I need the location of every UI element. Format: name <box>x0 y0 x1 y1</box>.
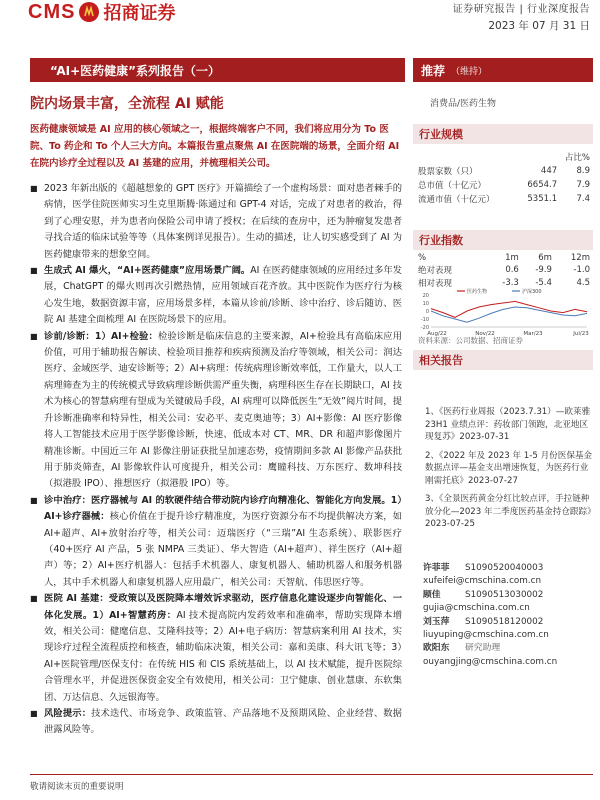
x-tick-label: Mar/23 <box>523 331 543 337</box>
analyst-list <box>423 562 593 669</box>
chart-source: 资料来源：公司数据、招商证券 <box>418 336 523 345</box>
table-row <box>418 192 590 206</box>
analyst-name: 许菲菲 <box>423 563 450 573</box>
table-cell: 5351.1 <box>527 194 558 204</box>
logo-cms-text: CMS <box>28 0 76 23</box>
analyst-cert: S1090520040003 <box>465 563 544 573</box>
bullet-item: ■ 诊中治疗：医疗器械与 AI 的软硬件结合带动院内诊疗向精准化、智能化方向发展。1）AI+诊疗器械：核心价值在于提升诊疗精准度，为医疗资源分布不均提供解决方案，如 AI+超声、AI+放射治疗等，相关公司：迈瑞医疗（“三瑞”AI 生态系统）、联影医疗（40+医疗 AI 产品，5 张 NMPA 三类证）、华大智造（AI+超声）、祥生医疗（AI+超声）等；2）AI+医疗机器人：包括手术机器人、康复机器人、辅助机器人和服务机器人，其中手术机器人和康复机器人应用最广，相关公司：天智航、伟思医疗等。 <box>30 493 402 591</box>
table-header-cell: 12m <box>570 252 590 263</box>
table-row <box>418 150 590 164</box>
industry-scale-heading: 行业规模 <box>413 124 593 144</box>
table-cell: 447 <box>540 166 558 176</box>
analyst-cert: S1090513030002 <box>465 589 544 600</box>
y-tick-label: 20 <box>422 293 429 299</box>
rating-sub: （维持） <box>451 66 488 77</box>
table-cell: -5.4 <box>535 277 552 288</box>
analyst-email[interactable]: xufeifei@cmschina.com.cn <box>423 576 542 587</box>
analyst-name: 顾佳 <box>423 589 441 600</box>
table-cell: 相对表现 <box>418 278 453 289</box>
table-cell: 6654.7 <box>527 180 558 190</box>
table-cell: -3.3 <box>502 277 519 288</box>
report-type: 证券研究报告 | 行业深度报告 <box>452 4 590 15</box>
analyst-row <box>423 562 593 575</box>
y-tick-label: 0 <box>425 309 429 315</box>
series-line <box>431 307 587 322</box>
related-reports-list <box>425 406 593 537</box>
bullet-item: ■ 2023 年新出版的《超越想象的 GPT 医疗》开篇描绘了一个虚构场景：面对患者棘手的病情，医学住院医师实习生克里斯腾·陈通过和 GPT-4 对话，完成了对患者的救治，得到了心理安慰，并为患者向保险公司申请了授权；在后续的查房中，还为肿瘤复发患者寻找合适的临床试验等等（具体案例详见报告）。生动的描述，让人切实感受到了 AI 为医药健康带来的想象空间。 <box>30 181 402 263</box>
table-cell: -9.9 <box>535 264 552 275</box>
analyst-row <box>423 642 593 655</box>
table-cell: 0.6 <box>505 264 519 275</box>
table-cell: 绝对表现 <box>418 265 453 276</box>
table-row <box>418 164 590 178</box>
analyst-name: 欧阳东 <box>423 643 450 654</box>
y-tick-label: 10 <box>422 301 429 307</box>
table-header-cell: 6m <box>538 252 552 263</box>
bullet-list <box>30 181 402 739</box>
analyst-email[interactable]: ouyangjing@cmschina.com.cn <box>423 656 558 667</box>
table-cell: 股票家数（只） <box>418 167 478 177</box>
analyst-email[interactable]: liuyuping@cmschina.com.cn <box>423 630 549 641</box>
report-date: 2023 年 07 月 31 日 <box>488 20 590 32</box>
page-title: 院内场景丰富，全流程 AI 赋能 <box>30 96 224 112</box>
analyst-email[interactable]: gujia@cmschina.com.cn <box>423 603 530 614</box>
table-cell: 4.5 <box>576 277 590 288</box>
x-tick-label: Aug/22 <box>427 331 447 337</box>
analyst-cert: 研究助理 <box>465 643 501 654</box>
logo-cn-text: 招商证券 <box>103 3 176 24</box>
page-header <box>0 0 600 48</box>
bullet-item: ■ 风险提示：技术迭代、市场竞争、政策监管、产品落地不及预期风险、企业经营、数据泄露风险等。 <box>30 706 402 739</box>
bullet-item: ■ 诊前/诊断：1）AI+检验：检验诊断是临床信息的主要来源，AI+检验具有高临床应用价值，可用于辅助报告解读、检验项目推荐和疾病预测及治疗等领域，相关公司：润达医疗、金域医学、迪安诊断等；2）AI+病理：传统病理诊断效率低，工作量大，以人工病理筛查为主的传统模式导致病理诊断供需严重失衡，病理科医生存在长期缺口，AI 技术为核心的智慧病理有望成为关键破局手段，AI 病理可以降低医生“无效”阅片时间，提升诊断准确率和特异性，相关公司：安必平、麦克奥迪等；3）AI+影像：AI 医疗影像将人工智能技术应用于医学影像诊断，快速、低成本对 CT、MR、DR 和超声影像图片精准诊断。中国近三年 AI 影像注册证获批呈加速态势，疫情期间多款 AI 影像产品获批用于肺炎筛查，AI 影像软件认可度提升，相关公司：鹰瞳科技、万东医疗、数坤科技（拟港股 IPO）、推想医疗（拟港股 IPO）等。 <box>30 329 402 493</box>
header-meta <box>453 0 590 33</box>
list-item[interactable]: 1、《医药行业周报（2023.7.31）—欧莱雅 23H1 业绩点评：药妆部门领跑，北亚地区现复苏》2023-07-31 <box>425 407 591 442</box>
industry-scale-table <box>418 150 590 206</box>
y-tick-label: -20 <box>420 325 429 331</box>
series-title-bar: “AI+医药健康”系列报告（一） <box>30 58 405 82</box>
table-cell: 7.9 <box>576 180 590 190</box>
x-tick-label: Jul/23 <box>573 331 589 337</box>
logo-emblem-icon <box>79 2 99 22</box>
sector-label: 消费品/医药生物 <box>430 99 497 109</box>
bullet-item: ■ 医院 AI 基建：受政策以及医院降本增效诉求驱动，医疗信息化建设逐步向智能化、一体化发展。1）AI+智慧药房：AI 技术提高院内发药效率和准确率，帮助实现降本增效，相关公司：健麾信息、艾隆科技等；2）AI+电子病历：智慧病案利用 AI 技术，实现诊疗过程全流程质控和核查，辅助临床决策，相关公司：嘉和美康、科大讯飞等；3）AI+医院管理/医保支付：在传统 HIS 和 CIS 系统基础上，以 AI 技术赋能，提升医院综合管理水平，并促进医保资金安全有效使用，相关公司：卫宁健康、创业慧康、东软集团、万达信息、久远银海等。 <box>30 591 402 706</box>
analyst-name: 刘玉萍 <box>423 616 450 627</box>
table-header-cell: 占比% <box>564 153 590 163</box>
table-cell: 8.9 <box>576 166 590 176</box>
list-item[interactable]: 3、《全景医药黄金分红比较点评，手拉链种放分化—2023 年二季度医药基金持仓跟踪》2023-07-25 <box>425 494 592 529</box>
table-cell: 流通市值（十亿元） <box>418 195 495 205</box>
related-reports-heading: 相关报告 <box>413 350 593 370</box>
y-tick-label: -10 <box>420 317 429 323</box>
analyst-cert: S1090518120002 <box>465 616 544 627</box>
list-item[interactable]: 2、《2022 年及 2023 年 1-5 月份医保基金数据点评—基金支出增速恢复，为医药行业刚需托底》2023-07-27 <box>425 450 593 486</box>
table-row <box>418 178 590 192</box>
table-cell: 7.4 <box>576 194 590 204</box>
footer-note: 敬请阅读末页的重要说明 <box>30 782 124 792</box>
table-cell: 总市值（十亿元） <box>418 181 487 191</box>
summary-paragraph: 医药健康领域是 AI 应用的核心领域之一，根据终端客户不同，我们将应用分为 To 医院、To 药企和 To 个人三大方向。本篇报告重点聚焦 AI 在医院端的场景，全面介绍 AI 在院内诊疗全过程以及 AI 基建的应用，并梳理相关公司。 <box>30 124 400 169</box>
table-row <box>418 263 590 276</box>
table-cell: -1.0 <box>573 264 590 275</box>
company-logo <box>28 0 175 24</box>
footer-divider <box>30 774 593 775</box>
rating-bar <box>413 58 593 82</box>
analyst-row <box>423 589 593 602</box>
table-row <box>418 252 590 263</box>
legend-label: 医药生物 <box>467 289 488 295</box>
table-header-cell: 1m <box>505 252 519 263</box>
legend-label: 沪深300 <box>522 289 542 295</box>
analyst-row <box>423 616 593 629</box>
x-tick-label: Nov/22 <box>475 331 495 337</box>
rating-label: 推荐 <box>421 63 446 78</box>
bullet-item: ■ 生成式 AI 爆火，“AI+医药健康”应用场景广阔。AI 在医药健康领域的应用经过多年发展，ChatGPT 的爆火则再次引燃热情，应用领域百花齐放。其中医院作为医疗行为核心发生地，数据资源丰富，应用场景多样，本篇从诊前/诊断、诊中治疗、诊后随访、医院 AI 基建全面梳理 AI 在医院场景下的应用。 <box>30 263 402 329</box>
industry-index-heading: 行业指数 <box>413 230 593 250</box>
industry-index-table <box>418 252 590 289</box>
table-header-cell: % <box>418 252 427 263</box>
